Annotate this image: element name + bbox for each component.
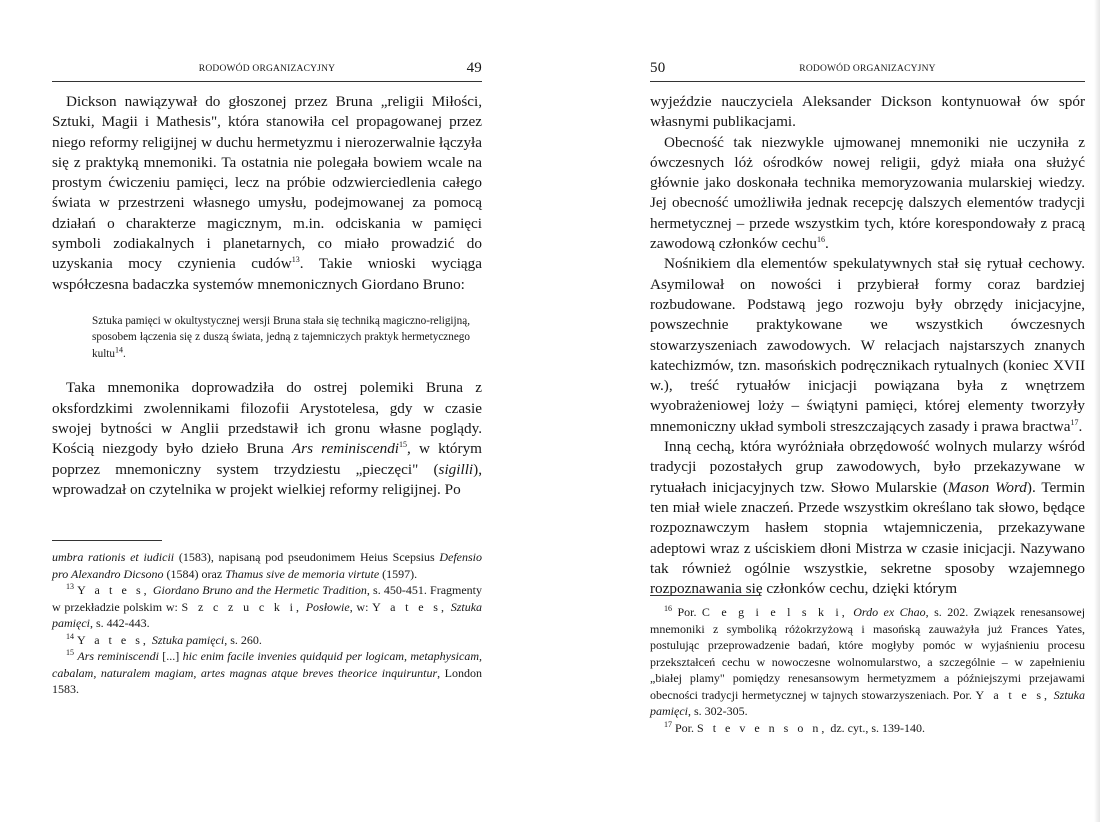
paragraph — [650, 437, 1085, 599]
footnote-text: , s. 202. Związek renesansowej mnemoniki z symboliką różokrzyżową i masońską zauważyła już Frances Yates, postulując przeprowadzenie badań, które mogłyby pomóc w wyjaśnieniu procesu przekształceń cechu w nowoczesne wolnomularstwo, a szczególnie – w zapełnieniu „białej plamy" pomiędzy renesansowym hermetyzmem a późniejszymi przejawami obecności tradycji hermetycznej w tajnych stowarzyszeniach. Por. — [650, 605, 1086, 702]
paragraph — [52, 92, 482, 295]
footnote-text: dz. cyt., s. 139-140. — [827, 720, 926, 735]
italic-term: Mason Word — [947, 478, 1027, 496]
footnote-number: 13 — [66, 582, 74, 591]
footnote-text: , London 1583. — [52, 665, 482, 696]
footnote-text: [...] — [158, 649, 183, 663]
paragraph — [650, 133, 1085, 255]
paragraph-text: Nośnikiem dla elementów spekulatywnych stał się rytuał cechowy. Asymilował on nowości i przybierał formy coraz bardziej rozbudowane. Podstawą jego rozwoju były obrzędy inicjacyjne, powszechnie praktykowane we wszystkich ówczesnych stowarzyszeniach zawodowych. W relacjach najstarszych znanych katechizmów, tzn. masońskich podręcznikach rytualnych (koniec XVII w.), treść rytuałów inicjacji powiązana była z wnętrzem wyobrażeniowej loży – świątyni pamięci, której elementy tworzyły mnemoniczny układ symboli streszczających zasady i prawa bractwa — [650, 255, 1085, 435]
footnote-14 — [52, 632, 482, 649]
paragraph-text: , w którym poprzez mnemoniczny system trzydziestu „pieczęci" ( — [52, 440, 482, 478]
footnote-ref: 15 — [399, 440, 408, 450]
footnote-rule — [52, 540, 162, 541]
footnote-text: (1583), napisaną pod pseudonimem Heius Scepsius — [174, 550, 440, 564]
footnote-ref: 14 — [115, 345, 123, 355]
footnote-ref: 13 — [291, 255, 300, 265]
footnotes — [52, 540, 482, 698]
paragraph-text: ), wprowadzał on czytelnika w projekt wielkiej reformy religijnej. Po — [52, 460, 482, 498]
footnote-number: 14 — [66, 631, 74, 641]
author: Y a t e s, — [975, 687, 1050, 702]
page-number: 50 — [650, 60, 666, 76]
paragraph-text: . Takie wnioski wyciąga współczesna badaczka systemów mnemonicznych Giordano Bruno: — [52, 255, 482, 293]
book-title: Posłowie — [305, 599, 350, 614]
page-edge — [1094, 0, 1100, 822]
page-number: 49 — [466, 60, 482, 76]
author: Y a t e s, — [77, 583, 150, 597]
page-body — [52, 92, 482, 500]
footnote-text: , w: — [349, 599, 373, 614]
footnote-ref: 17 — [1070, 417, 1079, 427]
quote-text: Sztuka pamięci w okultystycznej wersji Bruna stała się techniką magiczno-religijną, sposobem łączenia się z duszą świata, jedną z tajemniczych praktyk hermetycznego kultu — [92, 314, 470, 360]
paragraph-text: Taka mnemonika doprowadziła do ostrej polemiki Bruna z oksfordzkimi zwolennikami filozofii Arystotelesa, gdy w czasie swojej bytności w Anglii przedstawił ich gronu własne poglądy. Kością niezgody było dzieło Bruna — [52, 379, 482, 458]
footnote-text: Por. — [675, 720, 698, 735]
book-title: umbra rationis et iudicii — [52, 550, 175, 564]
paragraph-text: Dickson nawiązywał do głoszonej przez Bruna „religii Miłości, Sztuki, Magii i Mathesis", która stanowiła cel propagowanej przez niego reformy religijnej w duchu hermetyzmu i nierozerwalnie łączyła się z praktyką mnemoniki. Ta ostatnia nie polegała bowiem wcale na prostym ćwiczeniu pamięci, lecz na próbie odzwierciedlenia całego świata w przestrzeni własnego umysłu, podejmowanej za pomocą działań o charakterze magicznym, m.in. odciskania w pamięci symboli zodiakalnych i planetarnych, co miało prowadzić do uzyskania mocy czynienia cudów — [52, 93, 482, 273]
paragraph-text: ). Termin ten miał wiele znaczeń. Przede wszystkim określano tak słowo, będące rozpoznawczym hasłem stopnia wtajemniczenia, przekazywane adeptowi wraz z uściskiem dłoni Mistrza w czasie inicjacji. Nazywano tak również ogólnie wszystkie, sekretne sposoby wzajemnego rozpoznawania się członków cechu, dzięki którym — [650, 478, 1085, 598]
footnote-15 — [52, 648, 482, 698]
book-title: Ordo ex Chao — [853, 605, 926, 619]
paragraph-text: . — [825, 235, 829, 253]
footnote-text: (1584) oraz — [163, 566, 226, 581]
paragraph-text: Obecność tak niezwykle ujmowanej mnemoniki nie uczyniła z ówczesnych lóż ośrodków nowej religii, gdyż miała ona służyć głównie jako doskonała technika memoryzowania mularskiej wiedzy. Jej obecność umożliwiła jednak recepcję dalszych elementów tradycji hermetycznej – przede wszystkim tych, które korespondowały z pracą zawodową członków cechu — [650, 133, 1085, 253]
author: S t e v e n s o n, — [697, 720, 828, 735]
footnote-ref: 16 — [817, 235, 825, 245]
book-title: Thamus sive de memoria virtute — [225, 566, 380, 581]
book-title: Sztuka pamięci — [52, 599, 483, 630]
footnote-text: (1597). — [379, 566, 418, 581]
footnote-text: Por. — [677, 605, 702, 619]
header-rule — [52, 81, 482, 82]
latin-quote: hic enim facile invenies quidquid per logicam, metaphysicam, cabalam, naturalem magiam, artes magnas atque breves theorice inquiruntur — [52, 649, 483, 680]
author: S z c z u c k i, — [181, 599, 302, 614]
quote-text: . — [123, 347, 126, 360]
footnote-text: , s. 302-305. — [688, 704, 748, 718]
footnote-continuation — [52, 549, 482, 582]
footnote-number: 15 — [66, 648, 74, 657]
footnote-text: , s. 260. — [224, 632, 262, 647]
footnote-rule — [650, 595, 760, 596]
book-title: Sztuka pamięci — [151, 632, 225, 647]
paragraph — [650, 254, 1085, 437]
footnote-text: , s. 450-451. Fragmenty w przekładzie polskim w: — [52, 583, 483, 614]
book-title: Ars reminiscendi — [77, 649, 159, 663]
book-title: Sztuka pamięci — [650, 687, 1085, 718]
paragraph — [52, 378, 482, 500]
page-body — [650, 92, 1085, 599]
paragraph-text: . — [1078, 417, 1083, 435]
book-title: Defensio pro Alexandro Dicsono — [52, 550, 483, 581]
footnote-16 — [650, 604, 1085, 720]
italic-term: sigilli — [438, 460, 474, 478]
block-quote — [92, 313, 482, 363]
author: Y a t e s, — [77, 632, 149, 647]
paragraph — [650, 92, 1085, 133]
running-head: RODOWÓD ORGANIZACYJNY — [198, 64, 336, 74]
book-title: Ars reminiscendi — [291, 440, 400, 458]
footnote-13 — [52, 582, 482, 632]
footnote-number: 16 — [664, 604, 672, 613]
running-head: RODOWÓD ORGANIZACYJNY — [799, 64, 936, 74]
page-header — [52, 58, 482, 82]
footnote-text: , s. 442-443. — [90, 616, 150, 630]
page-header — [650, 58, 1085, 82]
footnotes — [650, 595, 1085, 736]
author: C e g i e l s k i, — [701, 605, 848, 619]
footnote-17 — [650, 720, 1085, 737]
book-title: Giordano Bruno and the Hermetic Tradition — [152, 583, 367, 597]
author: Y a t e s, — [372, 599, 447, 614]
paragraph-text: wyjeździe nauczyciela Aleksander Dickson kontynuował ów spór własnymi publikacjami. — [650, 93, 1085, 131]
footnote-number: 17 — [664, 719, 672, 729]
paragraph-text: Inną cechą, która wyróżniała obrzędowość wolnych mularzy wśród tradycji pozostałych grup zawodowych, było przekazywane w rytuałach inicjacyjnych tzw. Słowo Mularskie ( — [650, 438, 1085, 496]
header-rule — [650, 81, 1085, 82]
page-right — [550, 0, 1100, 822]
